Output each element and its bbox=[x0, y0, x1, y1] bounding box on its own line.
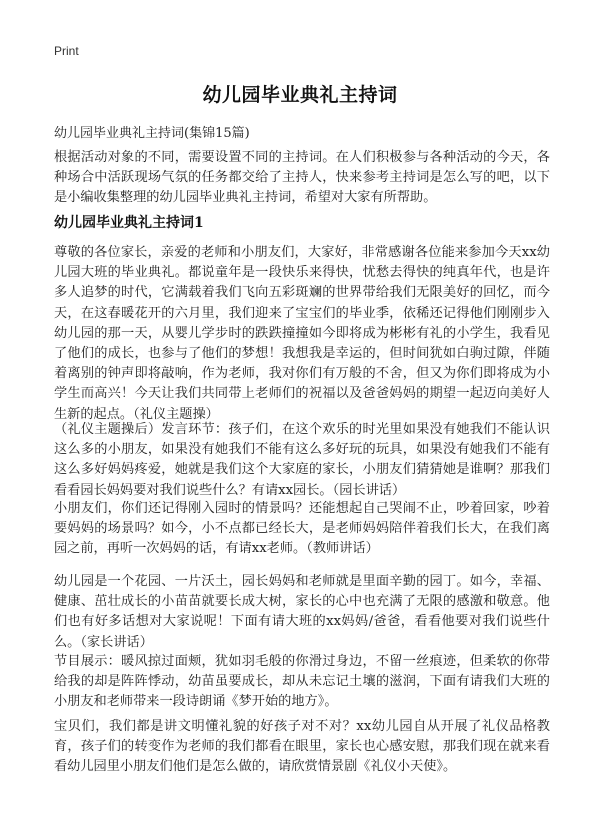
page-title: 幼儿园毕业典礼主持词 bbox=[202, 84, 398, 106]
section-heading: 幼儿园毕业典礼主持词1 bbox=[54, 215, 204, 231]
body-paragraph-3: 小朋友们，你们还记得刚入园时的情景吗？还能想起自己哭闹不止，吵着回家，吵着要妈妈的场景吗？如今，小不点都已经长大，是老师妈妈陪伴着我们长大，在我们离园之前，再听一次妈妈的话，有请xx老师。（教师讲话） bbox=[54, 501, 550, 557]
body-paragraph-4: 幼儿园是一个花园、一片沃土，园长妈妈和老师就是里面辛勤的园丁。如今，幸福、健康、茁壮成长的小苗苗就要长成大树，家长的心中也充满了无限的感激和敬意。他们也有好多话想对大家说呢！下面有请大班的xx妈妈/爸爸，看看他要对我们说些什么。（家长讲话） bbox=[54, 574, 550, 650]
body-paragraph-2: （礼仪主题操后）发言环节：孩子们，在这个欢乐的时光里如果没有她我们不能认识这么多的小朋友，如果没有她我们不能有这么多好玩的玩具，如果没有她我们不能有这么多好妈妈疼爱，她就是我们这个大家庭的家长，小朋友们猜猜她是谁啊？那我们看看园长妈妈要对我们说些什么？有请xx园长。（园长讲话） bbox=[54, 422, 550, 498]
print-link[interactable]: Print bbox=[54, 44, 79, 58]
body-paragraph-1: 尊敬的各位家长，亲爱的老师和小朋友们，大家好，非常感谢各位能来参加今天xx幼儿园大班的毕业典礼。都说童年是一段快乐来得快，忧愁去得快的纯真年代，也是许多人追梦的时代，它满载着我们飞向五彩斑斓的世界带给我们无限美好的回忆，而今天，在这春暖花开的六月里，我们迎来了宝宝们的毕业季，依稀还记得他们刚刚步入幼儿园的那一天，从婴儿学步时的跌跌撞撞如今即将成为彬彬有礼的小学生，我看见了他们的成长，也参与了他们的梦想！我想我是幸运的，但时间犹如白驹过隙，伴随着离别的钟声即将敲响，作为老师，我对你们有万般的不舍，但又为你们即将成为小学生而高兴！今天让我们共同带上老师们的祝福以及爸爸妈妈的期望一起迈向美好人生新的起点。（礼仪主题操） bbox=[54, 245, 550, 422]
body-paragraph-6: 宝贝们，我们都是讲文明懂礼貌的好孩子对不对？xx幼儿园自从开展了礼仪品格教育，孩子们的转变作为老师的我们都看在眼里，家长也心感安慰，那我们现在就来看看幼儿园里小朋友们他们是怎么做的，请欣赏情景剧《礼仪小天使》。 bbox=[54, 719, 550, 775]
intro-paragraph: 根据活动对象的不同，需要设置不同的主持词。在人们积极参与各种活动的今天，各种场合中活跃现场气氛的任务都交给了主持人，快来参考主持词是怎么写的吧，以下是小编收集整理的幼儿园毕业典礼主持词，希望对大家有所帮助。 bbox=[54, 150, 550, 206]
body-paragraph-5: 节目展示：暖风掠过面颊，犹如羽毛般的你滑过身边，不留一丝痕迹，但柔软的你带给我的却是阵阵悸动，幼苗虽要成长，却从未忘记土壤的滋润，下面有请我们大班的小朋友和老师带来一段诗朗诵《梦开始的地方》。 bbox=[54, 654, 550, 710]
document-subtitle: 幼儿园毕业典礼主持词(集锦15篇) bbox=[54, 126, 250, 141]
